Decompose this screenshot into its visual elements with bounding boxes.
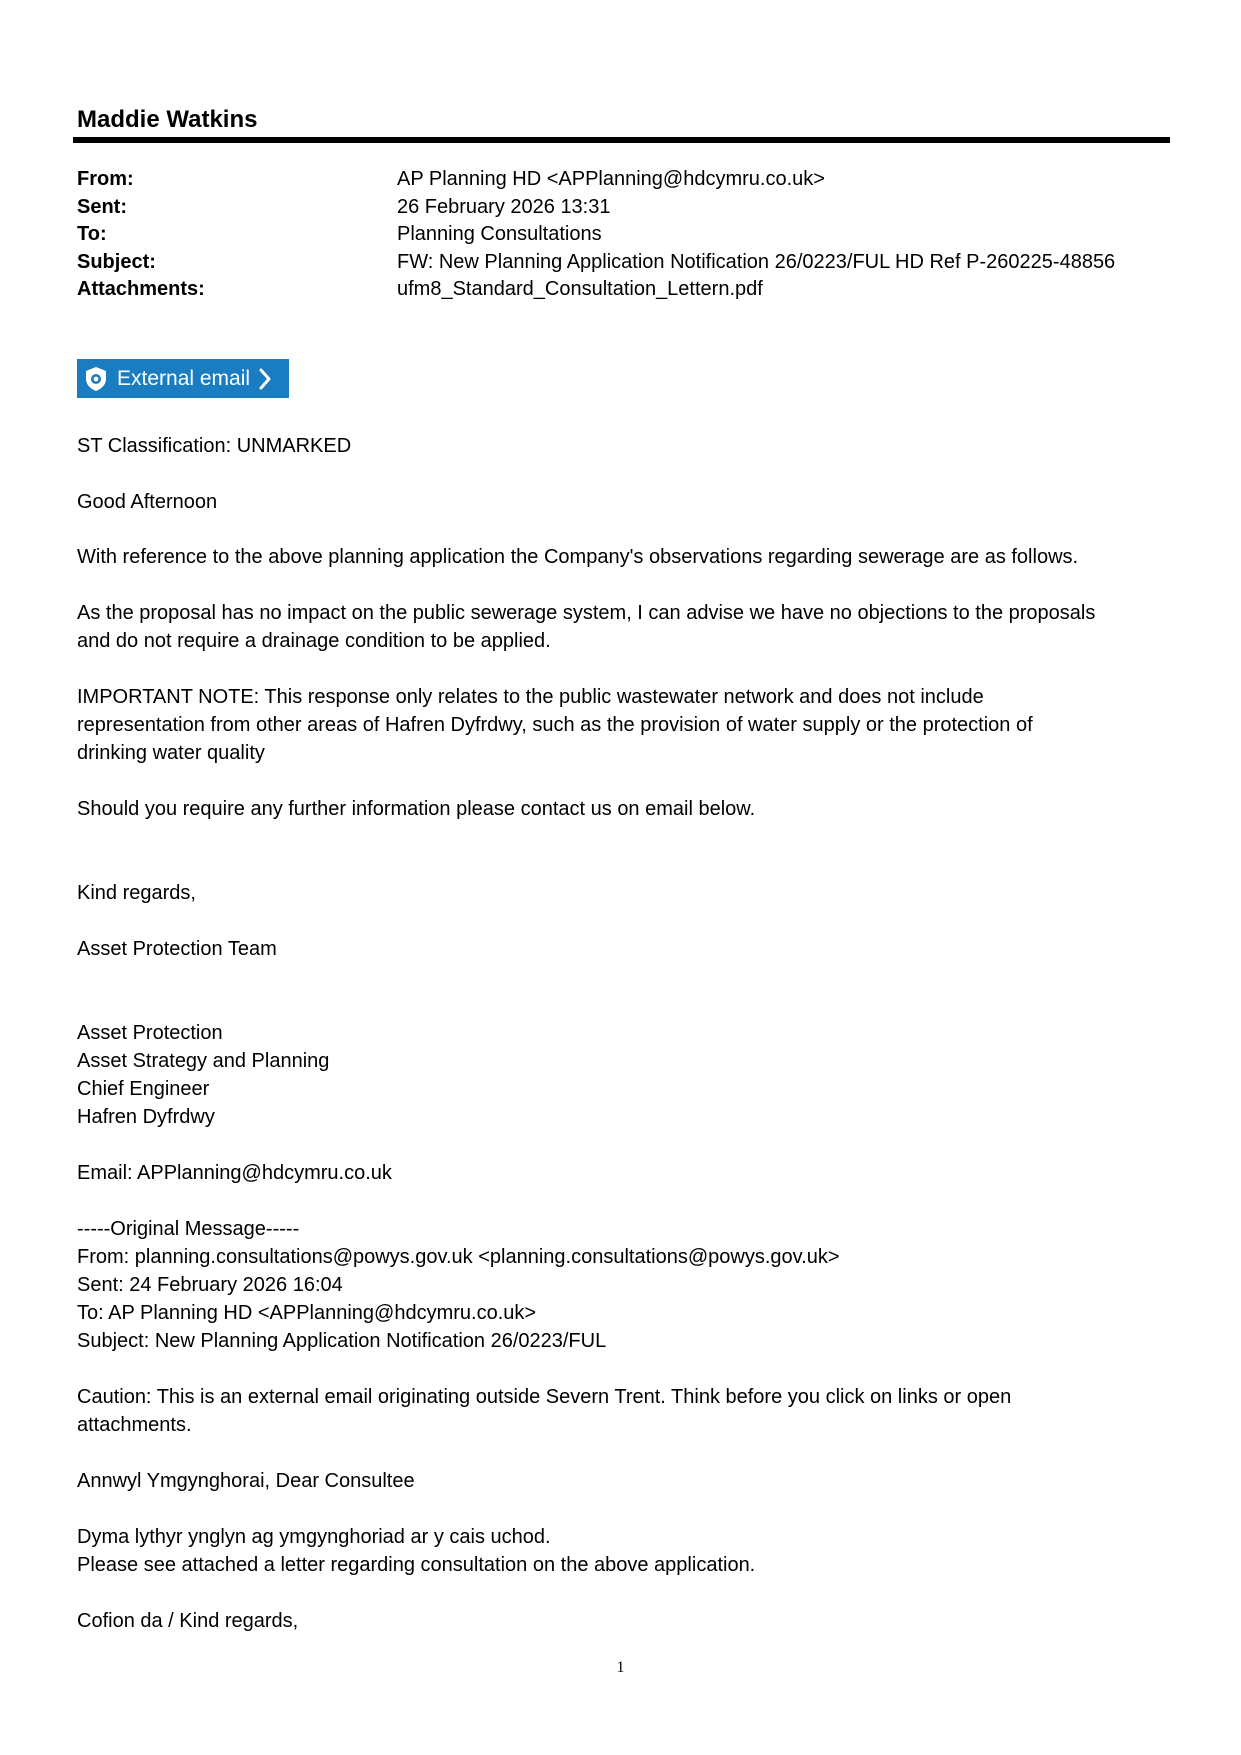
contact-text: Should you require any further information please contact us on email below. [77,798,756,820]
header-row-sent [77,194,611,222]
chevron-right-icon [258,368,272,390]
important-note [77,683,1033,767]
paragraph-line: representation from other areas of Hafren Dyfrdwy, such as the provision of water supply or the protection of [77,714,1033,736]
original-subject: Subject: New Planning Application Notification 26/0223/FUL [77,1330,607,1352]
original-message-separator: -----Original Message----- [77,1218,300,1240]
paragraph-line: and do not require a drainage condition to be applied. [77,630,551,652]
header-value-sent: 26 February 2026 13:31 [397,195,611,218]
header-value-from: AP Planning HD <APPlanning@hdcymru.co.uk> [397,168,825,190]
external-email-label: External email [117,366,251,390]
header-value-subject: FW: New Planning Application Notification 26/0223/FUL HD Ref P-260225-48856 [397,250,1116,273]
body-paragraph: With reference to the above planning application the Company's observations regarding sewerage are as follows. [77,546,1079,568]
header-value-to: Planning Consultations [397,223,602,245]
email-contact: Email: APPlanning@hdcymru.co.uk [77,1162,392,1184]
closing-text: Cofion da / Kind regards, [77,1610,299,1632]
page-number: 1 [616,1659,625,1676]
paragraph-line: Dyma lythyr ynglyn ag ymgynghoriad ar y cais uchod. [77,1526,551,1548]
signature-line: Chief Engineer [77,1078,210,1100]
shield-icon [83,366,109,392]
caution-text [77,1383,1011,1439]
signature-line: Asset Protection [77,1022,223,1044]
header-label: Attachments: [77,278,205,300]
header-divider [73,137,1170,143]
header-label: Sent: [77,195,127,218]
header-row-attachments [77,276,763,304]
paragraph-line: Please see attached a letter regarding consultation on the above application. [77,1554,756,1576]
paragraph-line: Caution: This is an external email originating outside Severn Trent. Think before you click on links or open [77,1386,1012,1408]
original-to: To: AP Planning HD <APPlanning@hdcymru.co.uk> [77,1302,537,1324]
attachment-link[interactable]: ufm8_Standard_Consultation_Lettern.pdf [397,278,763,300]
paragraph-line: IMPORTANT NOTE: This response only relates to the public wastewater network and does not include [77,686,984,708]
paragraph-line: drinking water quality [77,742,265,764]
header-row-subject [77,249,1116,277]
paragraph-line: As the proposal has no impact on the public sewerage system, I can advise we have no objections to the proposals [77,602,1096,624]
paragraph-line: attachments. [77,1414,192,1436]
header-row-to [77,221,602,249]
sender-name: Maddie Watkins [77,106,258,133]
letter-note [77,1523,755,1579]
greeting-text: Good Afternoon [77,491,218,513]
header-label: From: [77,168,134,190]
email-headers [77,166,1116,304]
header-label: To: [77,223,107,245]
header-row-from [77,166,825,194]
signature-block [77,1019,329,1131]
team-name: Asset Protection Team [77,938,277,960]
signoff-text: Kind regards, [77,882,196,904]
classification-text: ST Classification: UNMARKED [77,435,352,457]
original-sent: Sent: 24 February 2026 16:04 [77,1274,343,1296]
original-message-headers [77,1215,840,1355]
original-from: From: planning.consultations@powys.gov.uk <planning.consultations@powys.gov.uk> [77,1246,840,1268]
header-label: Subject: [77,250,156,273]
salutation-text: Annwyl Ymgynghorai, Dear Consultee [77,1470,415,1492]
signature-line: Asset Strategy and Planning [77,1050,330,1072]
signature-line: Hafren Dyfrdwy [77,1106,215,1128]
body-paragraph [77,599,1095,655]
external-email-banner[interactable] [77,359,289,398]
